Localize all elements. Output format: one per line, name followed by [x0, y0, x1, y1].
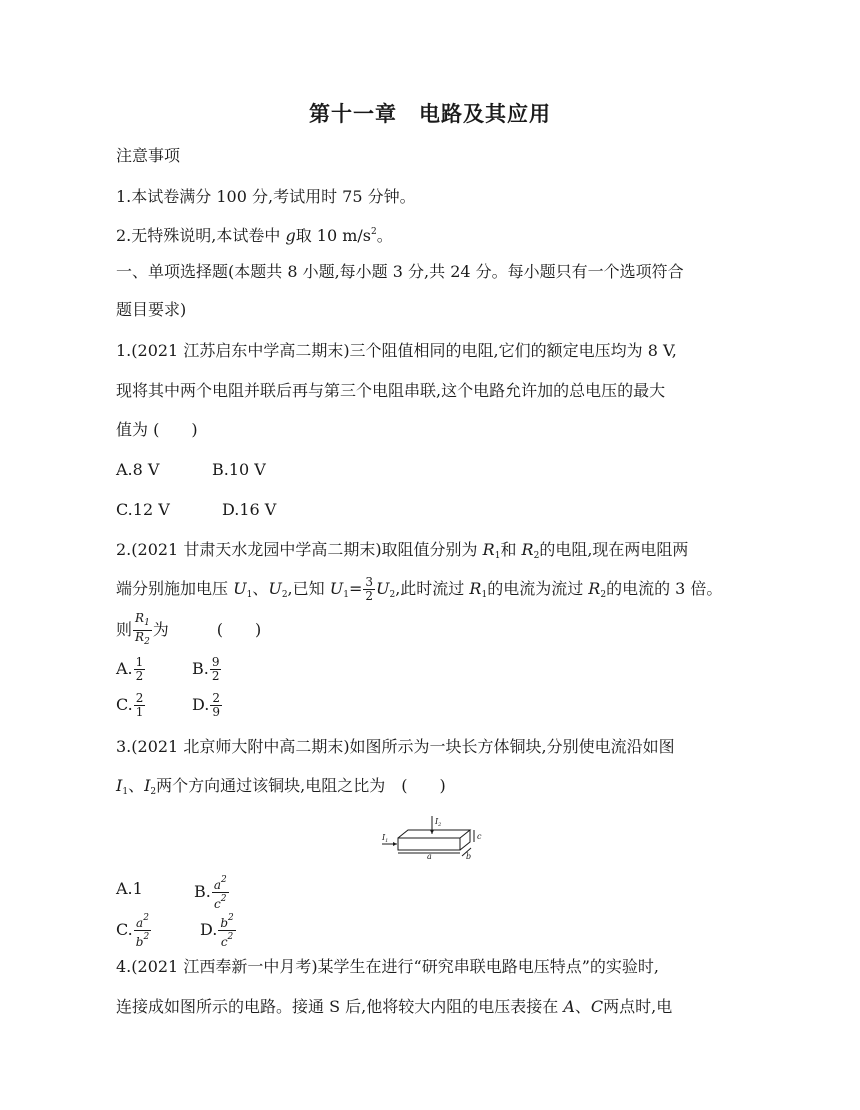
q3-line-2: $I_1$、$I_2$两个方向通过该铜块,电阻之比为 ( ) [116, 776, 446, 797]
section-heading-line-2: 题目要求) [116, 300, 187, 319]
q1-line-3: 值为 ( ) [116, 420, 198, 439]
chapter-title: 第十一章 电路及其应用 [309, 102, 551, 126]
section-heading-line-1: 一、单项选择题(本题共 8 小题,每小题 3 分,共 24 分。每小题只有一个选项符合 [116, 262, 684, 281]
q4-line-2: 连接成如图所示的电路。接通 S 后,他将较大内阻的电压表接在 A、C两点时,电 [116, 997, 673, 1016]
figure-label-a: a [427, 852, 432, 860]
q1-option-d: D.16 V [222, 500, 277, 519]
q3-option-d: D. $\frac{b^2}{c^2}$ [200, 913, 234, 949]
figure-label-i2: $I_2$ [435, 817, 442, 828]
block-side-face [460, 830, 470, 850]
q2-line-1: 2.(2021 甘肃天水龙园中学高二期末)取阻值分别为 $R_1$和 $R_2$的电阻,现在两电阻两 [116, 540, 689, 561]
q2-line-2: 端分别施加电压 $U_1$、$U_2$,已知 $U_1=$ $\frac{3}{2}$ $U_2$,此时流过 $R_1$的电流为流过 $R_2$的电流的 3 倍。 [116, 575, 723, 603]
figure-label-c: c [477, 832, 482, 841]
q3-option-c: C. $\frac{a^2}{b^2}$ [116, 913, 150, 949]
q2-line-3: 则 $\frac{R_1}{R_2}$ 为 ( ) [116, 611, 262, 647]
block-front-face [398, 838, 460, 850]
block-top-face [398, 830, 470, 838]
q3-option-b: B. $\frac{a^2}{c^2}$ [194, 875, 227, 911]
fraction: $\frac{3}{2}$ [365, 575, 373, 603]
q1-option-c: C.12 V [116, 500, 170, 519]
q1-option-a: A.8 V [116, 460, 160, 479]
note-2: 2.无特殊说明,本试卷中 g取 10 $m/s^2$。 [116, 226, 393, 245]
notes-heading: 注意事项 [116, 146, 181, 165]
copper-block-figure [378, 812, 488, 860]
q2-option-c: C. $\frac{2}{1}$ [116, 691, 144, 719]
q2-option-d: D. $\frac{2}{9}$ [192, 691, 220, 719]
q2-option-a: A. $\frac{1}{2}$ [116, 655, 144, 683]
i2-arrowhead [430, 830, 434, 834]
q3-line-1: 3.(2021 北京师大附中高二期末)如图所示为一块长方体铜块,分别使电流沿如图 [116, 737, 675, 756]
q1-line-1: 1.(2021 江苏启东中学高二期末)三个阻值相同的电阻,它们的额定电压均为 8 V, [116, 341, 677, 360]
q4-line-1: 4.(2021 江西奉新一中月考)某学生在进行“研究串联电路电压特点”的实验时, [116, 957, 660, 976]
q1-option-b: B.10 V [212, 460, 266, 479]
q3-option-a: A.1 [116, 879, 143, 898]
q2-option-b: B. $\frac{9}{2}$ [192, 655, 220, 683]
fraction: $\frac{R_1}{R_2}$ [135, 611, 150, 647]
figure-label-b: b [466, 852, 472, 860]
figure-label-i1: $I_1$ [382, 833, 389, 844]
note-1: 1.本试卷满分 100 分,考试用时 75 分钟。 [116, 187, 416, 206]
q1-line-2: 现将其中两个电阻并联后再与第三个电阻串联,这个电路允许加的总电压的最大 [116, 381, 666, 400]
i1-arrowhead [393, 842, 397, 846]
